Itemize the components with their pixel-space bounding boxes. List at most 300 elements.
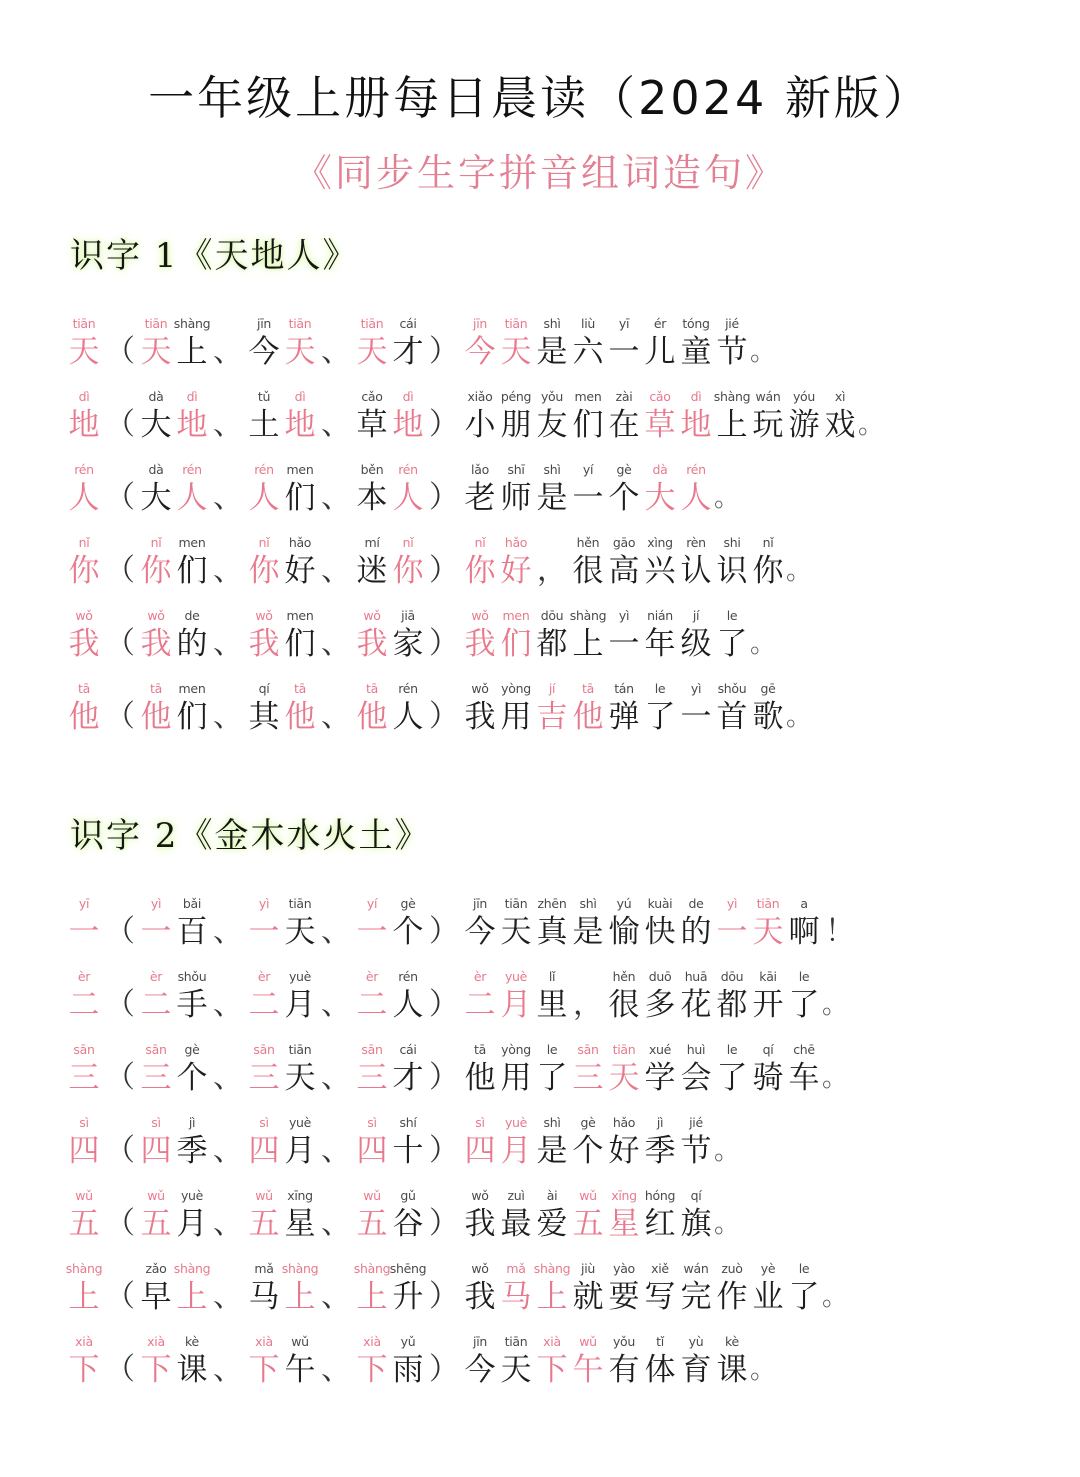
hanzi: 师	[500, 480, 532, 516]
punctuation: ！	[825, 914, 855, 949]
hanzi: 们	[500, 626, 532, 662]
character	[714, 388, 750, 445]
pinyin: yì	[150, 896, 162, 911]
hanzi: 你	[464, 553, 496, 589]
pinyin: zài	[615, 389, 633, 404]
character	[714, 680, 750, 737]
pinyin: wǔ	[579, 1188, 597, 1203]
hanzi: 是	[536, 1133, 568, 1169]
punctuation: 、	[213, 987, 243, 1022]
highlighted-character	[174, 388, 210, 445]
character	[534, 968, 570, 1025]
punctuation: ）	[429, 914, 459, 949]
pinyin: shàng	[65, 1261, 103, 1276]
pinyin: gāo	[612, 535, 636, 550]
highlighted-character	[462, 968, 498, 1025]
pinyin: dì	[186, 389, 198, 404]
pinyin: shàng	[569, 608, 607, 623]
hanzi: 上	[176, 334, 208, 370]
pinyin: tǔ	[257, 389, 271, 404]
hanzi: 草	[356, 407, 388, 443]
hanzi: 很	[572, 553, 604, 589]
highlighted-character	[534, 680, 570, 737]
character	[390, 1041, 426, 1098]
character	[822, 388, 858, 445]
character	[462, 388, 498, 445]
vocab-row	[66, 1244, 1066, 1317]
pinyin: tā	[582, 681, 594, 696]
highlighted-character	[606, 1187, 642, 1244]
hanzi: 都	[716, 987, 748, 1023]
pinyin: gè	[580, 1115, 596, 1130]
pinyin: shàng	[713, 389, 751, 404]
pinyin: wán	[683, 1261, 709, 1276]
pinyin: tiān	[756, 896, 780, 911]
highlighted-character	[714, 895, 750, 952]
hanzi: 天	[284, 914, 316, 950]
pinyin: dì	[690, 389, 702, 404]
hanzi: 上	[716, 407, 748, 443]
highlighted-character	[66, 1114, 102, 1171]
character	[714, 1041, 750, 1098]
punctuation: （	[105, 334, 135, 369]
punctuation: 、	[213, 1206, 243, 1241]
hanzi: 会	[680, 1060, 712, 1096]
punctuation: （	[105, 699, 135, 734]
page-title: 一年级上册每日晨读（2024 新版）	[148, 71, 932, 125]
pinyin: yú	[616, 896, 632, 911]
character	[714, 607, 750, 664]
punctuation: 、	[213, 699, 243, 734]
pinyin: mí	[364, 535, 380, 550]
hanzi: 一	[608, 626, 640, 662]
character	[606, 534, 642, 591]
character	[282, 534, 318, 591]
character	[606, 1333, 642, 1390]
punctuation: ）	[429, 1206, 459, 1241]
pinyin: shì	[543, 1115, 561, 1130]
pinyin: wán	[755, 389, 781, 404]
punctuation: 、	[321, 914, 351, 949]
vocab-list	[66, 879, 1066, 1390]
pinyin: zǎo	[145, 1261, 167, 1276]
pinyin: le	[726, 1042, 738, 1057]
pinyin: nián	[647, 608, 673, 623]
punctuation: 、	[213, 1352, 243, 1387]
character	[498, 461, 534, 518]
page-subtitle: 《同步生字拼音组词造句》	[293, 151, 786, 195]
highlighted-character	[570, 1041, 606, 1098]
hanzi: 四	[68, 1133, 100, 1169]
pinyin: gè	[616, 462, 632, 477]
character	[606, 461, 642, 518]
hanzi: 他	[284, 699, 316, 735]
character	[642, 1114, 678, 1171]
hanzi: 天	[500, 1352, 532, 1388]
pinyin: ér	[653, 316, 667, 331]
punctuation: 。	[822, 1282, 849, 1312]
punctuation: （	[105, 1352, 135, 1387]
hanzi: 小	[464, 407, 496, 443]
highlighted-character	[462, 315, 498, 372]
hanzi: 了	[644, 699, 676, 735]
hanzi: 友	[536, 407, 568, 443]
hanzi: 大	[140, 480, 172, 516]
highlighted-character	[174, 1260, 210, 1317]
hanzi: 的	[680, 914, 712, 950]
pinyin: xià	[363, 1334, 381, 1349]
character	[606, 1260, 642, 1317]
character	[750, 1041, 786, 1098]
character	[750, 1260, 786, 1317]
highlighted-character	[66, 1260, 102, 1317]
pinyin: dōu	[540, 608, 564, 623]
highlighted-character	[246, 968, 282, 1025]
character	[498, 1333, 534, 1390]
character	[678, 1114, 714, 1171]
pinyin: yì	[258, 896, 270, 911]
punctuation: ）	[429, 334, 459, 369]
pinyin: tiān	[144, 316, 168, 331]
punctuation: 、	[213, 626, 243, 661]
character	[246, 315, 282, 372]
highlighted-character	[66, 388, 102, 445]
character	[282, 1187, 318, 1244]
pinyin: rén	[74, 462, 94, 477]
hanzi: 们	[284, 480, 316, 516]
hanzi: 红	[644, 1206, 676, 1242]
hanzi: 一	[356, 914, 388, 950]
hanzi: 五	[572, 1206, 604, 1242]
hanzi: 二	[248, 987, 280, 1023]
character	[606, 1114, 642, 1171]
pinyin: le	[798, 969, 810, 984]
highlighted-character	[246, 461, 282, 518]
punctuation: （	[105, 480, 135, 515]
pinyin: huā	[684, 969, 708, 984]
pinyin: cái	[399, 316, 417, 331]
character	[642, 1041, 678, 1098]
hanzi: 你	[392, 553, 424, 589]
hanzi: 我	[68, 626, 100, 662]
character	[606, 607, 642, 664]
pinyin: wǔ	[363, 1188, 381, 1203]
hanzi: 是	[536, 480, 568, 516]
pinyin: shì	[579, 896, 597, 911]
pinyin: jì	[188, 1115, 196, 1130]
pinyin: xiě	[651, 1261, 669, 1276]
pinyin: sì	[475, 1115, 485, 1130]
character	[570, 895, 606, 952]
pinyin: gè	[400, 896, 416, 911]
hanzi: 上	[176, 1279, 208, 1315]
character	[714, 1333, 750, 1390]
pinyin: cái	[399, 1042, 417, 1057]
hanzi: 育	[680, 1352, 712, 1388]
punctuation: （	[105, 407, 135, 442]
highlighted-character	[282, 680, 318, 737]
highlighted-character	[246, 1187, 282, 1244]
pinyin: jié	[689, 1115, 703, 1130]
pinyin: wǔ	[147, 1188, 165, 1203]
hanzi: 五	[248, 1206, 280, 1242]
pinyin: tā	[150, 681, 162, 696]
character	[570, 461, 606, 518]
pinyin: de	[688, 896, 704, 911]
character	[462, 895, 498, 952]
character	[786, 1041, 822, 1098]
hanzi: 我	[464, 1206, 496, 1242]
highlighted-character	[138, 895, 174, 952]
character	[390, 1114, 426, 1171]
highlighted-character	[246, 1041, 282, 1098]
highlighted-character	[66, 607, 102, 664]
pinyin: cǎo	[361, 389, 383, 404]
character	[390, 1187, 426, 1244]
character	[282, 895, 318, 952]
pinyin: dà	[652, 462, 668, 477]
character	[138, 1260, 174, 1317]
hanzi: 课	[176, 1352, 208, 1388]
highlighted-character	[498, 1260, 534, 1317]
pinyin: qí	[690, 1188, 702, 1203]
vocab-row	[66, 372, 1066, 445]
pinyin: shàng	[281, 1261, 319, 1276]
pinyin: yī	[618, 316, 630, 331]
hanzi: 在	[608, 407, 640, 443]
pinyin: rén	[398, 681, 418, 696]
hanzi: 有	[608, 1352, 640, 1388]
highlighted-character	[138, 1187, 174, 1244]
pinyin: yòng	[501, 1042, 531, 1057]
pinyin: lǎo	[471, 462, 489, 477]
hanzi: 月	[284, 987, 316, 1023]
pinyin: kuài	[647, 896, 673, 911]
hanzi: 下	[68, 1352, 100, 1388]
punctuation: ）	[429, 407, 459, 442]
pinyin: tiān	[288, 896, 312, 911]
hanzi: 他	[572, 699, 604, 735]
pinyin: shàng	[173, 316, 211, 331]
highlighted-character	[66, 895, 102, 952]
pinyin: wǒ	[255, 608, 273, 623]
section-heading: 识字 1《天地人》	[70, 236, 359, 276]
pinyin: tā	[294, 681, 306, 696]
pinyin: jiā	[401, 608, 415, 623]
character	[390, 607, 426, 664]
hanzi: 天	[752, 914, 784, 950]
vocab-row	[66, 1098, 1066, 1171]
highlighted-character	[138, 1114, 174, 1171]
highlighted-character	[138, 968, 174, 1025]
hanzi: 上	[572, 626, 604, 662]
pinyin: dì	[78, 389, 90, 404]
hanzi: 今	[248, 334, 280, 370]
pinyin: liù	[581, 316, 595, 331]
highlighted-character	[354, 315, 390, 372]
highlighted-character	[498, 968, 534, 1025]
pinyin: hěn	[576, 535, 600, 550]
pinyin: hěn	[612, 969, 636, 984]
hanzi: 大	[140, 407, 172, 443]
pinyin: kāi	[759, 969, 777, 984]
pinyin: xià	[75, 1334, 93, 1349]
highlighted-character	[498, 1114, 534, 1171]
pinyin: yuè	[288, 969, 312, 984]
section-shizi-1	[66, 228, 1066, 737]
hanzi: 个	[176, 1060, 208, 1096]
pinyin: xì	[834, 389, 846, 404]
hanzi: 天	[140, 334, 172, 370]
hanzi: 了	[716, 626, 748, 662]
pinyin: wǒ	[471, 1188, 489, 1203]
pinyin: shi	[723, 535, 741, 550]
hanzi: 月	[176, 1206, 208, 1242]
character	[534, 895, 570, 952]
character	[462, 1260, 498, 1317]
pinyin: tiān	[288, 1042, 312, 1057]
hanzi: 月	[500, 1133, 532, 1169]
pinyin: tiān	[72, 316, 96, 331]
character	[282, 968, 318, 1025]
character	[390, 1260, 426, 1317]
punctuation: 、	[321, 1352, 351, 1387]
hanzi: 人	[248, 480, 280, 516]
pinyin: jié	[725, 316, 739, 331]
pinyin: xià	[543, 1334, 561, 1349]
pinyin: wǔ	[75, 1188, 93, 1203]
hanzi: 上	[68, 1279, 100, 1315]
character	[462, 461, 498, 518]
character	[282, 1333, 318, 1390]
highlighted-character	[354, 607, 390, 664]
hanzi: 才	[392, 1060, 424, 1096]
hanzi: 雨	[392, 1352, 424, 1388]
character	[606, 315, 642, 372]
character	[282, 1041, 318, 1098]
pinyin: men	[178, 681, 206, 696]
highlighted-character	[354, 1187, 390, 1244]
character	[570, 534, 606, 591]
pinyin: yóu	[792, 389, 816, 404]
character	[642, 534, 678, 591]
pinyin: èr	[149, 969, 163, 984]
pinyin: xià	[147, 1334, 165, 1349]
pinyin: wǒ	[471, 681, 489, 696]
highlighted-character	[282, 1260, 318, 1317]
pinyin: sān	[361, 1042, 383, 1057]
pinyin: shì	[543, 462, 561, 477]
hanzi: 人	[392, 699, 424, 735]
pinyin: shǒu	[177, 969, 207, 984]
pinyin: shàng	[173, 1261, 211, 1276]
hanzi: 地	[176, 407, 208, 443]
punctuation: 、	[213, 480, 243, 515]
pinyin: tiān	[360, 316, 384, 331]
character	[390, 1333, 426, 1390]
pinyin: shàng	[353, 1261, 391, 1276]
character	[246, 388, 282, 445]
punctuation: 、	[321, 699, 351, 734]
vocab-row	[66, 299, 1066, 372]
hanzi: 就	[572, 1279, 604, 1315]
pinyin: shēng	[389, 1261, 427, 1276]
pinyin: rén	[398, 969, 418, 984]
pinyin: xīng	[611, 1188, 637, 1203]
hanzi: 大	[644, 480, 676, 516]
character	[606, 388, 642, 445]
highlighted-character	[354, 968, 390, 1025]
hanzi: 一	[608, 334, 640, 370]
pinyin: rén	[182, 462, 202, 477]
hanzi: 四	[140, 1133, 172, 1169]
highlighted-character	[570, 1187, 606, 1244]
pinyin: sān	[253, 1042, 275, 1057]
punctuation: （	[105, 1060, 135, 1095]
pinyin: sān	[73, 1042, 95, 1057]
punctuation: 。	[750, 1355, 777, 1385]
punctuation: 、	[321, 1206, 351, 1241]
hanzi: 他	[140, 699, 172, 735]
hanzi: 六	[572, 334, 604, 370]
punctuation: 。	[786, 702, 813, 732]
highlighted-character	[750, 895, 786, 952]
pinyin: jiù	[581, 1261, 595, 1276]
hanzi: 月	[500, 987, 532, 1023]
pinyin: yù	[688, 1334, 704, 1349]
pinyin: ài	[546, 1188, 558, 1203]
hanzi: 我	[464, 626, 496, 662]
highlighted-character	[534, 1260, 570, 1317]
character	[606, 895, 642, 952]
hanzi: 们	[284, 626, 316, 662]
punctuation: （	[105, 987, 135, 1022]
hanzi: 人	[680, 480, 712, 516]
character	[642, 968, 678, 1025]
hanzi: 下	[536, 1352, 568, 1388]
pinyin: mǎ	[506, 1261, 526, 1276]
hanzi: 下	[140, 1352, 172, 1388]
highlighted-character	[282, 388, 318, 445]
punctuation: ）	[429, 480, 459, 515]
hanzi: 真	[536, 914, 568, 950]
pinyin: tiān	[504, 896, 528, 911]
pinyin: èr	[257, 969, 271, 984]
hanzi: 好	[500, 553, 532, 589]
character	[750, 680, 786, 737]
pinyin: tiān	[504, 316, 528, 331]
character	[498, 1041, 534, 1098]
vocab-row	[66, 664, 1066, 737]
character	[354, 534, 390, 591]
punctuation: 。	[714, 1136, 741, 1166]
hanzi: 天	[500, 334, 532, 370]
pinyin: xià	[255, 1334, 273, 1349]
hanzi: 游	[788, 407, 820, 443]
pinyin: sì	[151, 1115, 161, 1130]
highlighted-character	[66, 1333, 102, 1390]
punctuation: 、	[321, 1060, 351, 1095]
punctuation: 。	[822, 990, 849, 1020]
hanzi: 我	[356, 626, 388, 662]
hanzi: 上	[356, 1279, 388, 1315]
hanzi: 三	[248, 1060, 280, 1096]
character	[786, 895, 822, 952]
pinyin: le	[654, 681, 666, 696]
hanzi: 快	[644, 914, 676, 950]
hanzi: 月	[284, 1133, 316, 1169]
character	[282, 607, 318, 664]
